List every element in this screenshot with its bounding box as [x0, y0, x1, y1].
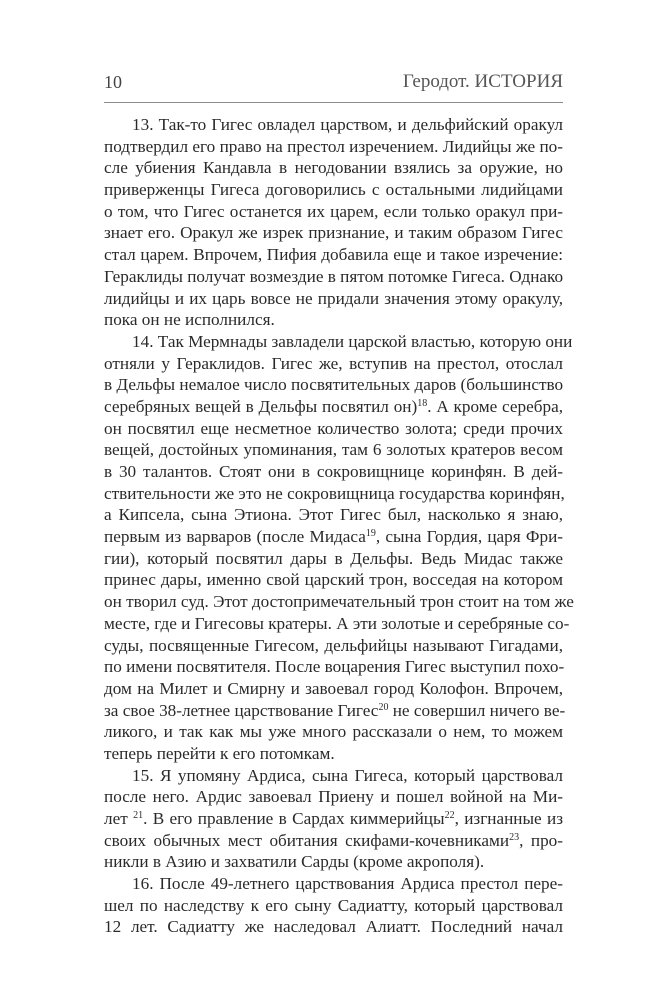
text-line — [104, 635, 563, 657]
text-line — [104, 613, 570, 635]
text-segment: не совершил ничего ве- — [388, 700, 566, 720]
text-segment: 12 лет. Садиатту же наследовал Алиатт. Последний начал — [104, 917, 563, 937]
text-segment: ствительности же это не сокровищница государства коринфян, — [104, 483, 565, 503]
text-line — [104, 656, 563, 678]
text-segment: Я упомяну Ардиса, сына Гигеса, который царствовал — [153, 765, 563, 785]
text-line — [104, 396, 563, 418]
text-line — [104, 808, 563, 830]
section-number: 15. — [132, 765, 154, 785]
text-line — [104, 873, 563, 895]
text-segment: своих обычных мест обитания скифами-кочевниками — [104, 830, 510, 850]
paragraph-15 — [104, 765, 563, 873]
text-segment: знает его. Оракул же изрек признание, и таким образом Гигес — [104, 223, 563, 243]
paragraph-16 — [104, 873, 563, 938]
text-segment: . А кроме серебра, — [427, 396, 563, 416]
text-segment: суды, посвященные Гигесом, дельфийцы называют Гигадами, — [104, 635, 563, 655]
text-segment: лидийцы и их царь вовсе не придали значения этому оракулу, — [104, 288, 563, 308]
text-line — [104, 222, 563, 244]
running-title: Геродот. ИСТОРИЯ — [402, 71, 563, 92]
text-segment: в Дельфы немалое число посвятительных даров (большинство — [104, 375, 564, 395]
text-line — [104, 765, 563, 787]
text-segment: первым из варваров (после Мидаса — [104, 527, 366, 547]
text-line — [104, 331, 573, 353]
text-segment: Гераклиды получат возмездие в пятом потомке Гигеса. Однако — [104, 266, 564, 286]
text-segment: за свое 38-летнее царствование Гигес — [104, 700, 379, 720]
text-segment: теперь перейти к его потомкам. — [104, 743, 335, 763]
text-segment: после него. Ардис завоевал Приену и пошел войной на Ми- — [104, 787, 563, 807]
text-segment: гии), который посвятил дары в Дельфы. Ведь Мидас также — [104, 548, 563, 568]
text-line — [104, 786, 563, 808]
text-line — [104, 743, 563, 765]
text-line — [104, 851, 563, 873]
text-line — [104, 374, 563, 396]
body-text — [104, 114, 574, 938]
running-header — [104, 72, 563, 98]
text-segment: месте, где и Гигесовы кратеры. А эти золотые и серебряные со- — [104, 613, 570, 633]
text-line — [104, 830, 563, 852]
text-segment: вещей, достойных упоминания, там 6 золотых кратеров весом — [104, 440, 563, 460]
text-segment: по имени посвятителя. После воцарения Гигес выступил похо- — [104, 657, 565, 677]
text-line — [104, 244, 563, 266]
text-segment: ликого, и так как мы уже много рассказали о нем, то можем — [104, 722, 563, 742]
text-segment: о том, что Гигес останется их царем, если только оракул при- — [104, 201, 563, 221]
text-line — [104, 700, 566, 722]
text-segment: Так Мермнады завладели царской властью, которую они — [153, 331, 573, 351]
text-segment: . В его правление в Сардах киммерийцы — [143, 809, 445, 828]
text-segment: стал царем. Впрочем, Пифия добавила еще и такое изречение: — [104, 245, 563, 265]
text-segment: никли в Азию и захватили Сарды (кроме акрополя). — [104, 852, 485, 872]
text-line — [104, 136, 563, 158]
text-line — [104, 461, 563, 483]
text-segment: отняли у Гераклидов. Гигес же, вступив на престол, отослал — [104, 353, 563, 373]
text-segment: Так-то Гигес овладел царством, и дельфийский оракул — [153, 115, 563, 134]
section-number: 16. — [132, 874, 154, 894]
text-line — [104, 288, 563, 310]
footnote-ref: 19 — [365, 528, 376, 540]
footnote-ref: 22 — [444, 810, 455, 821]
page-number: 10 — [104, 72, 122, 92]
text-line — [104, 179, 563, 201]
text-line — [104, 309, 563, 331]
text-line — [104, 526, 563, 548]
text-line — [104, 895, 563, 917]
text-line — [104, 548, 563, 570]
text-line — [104, 353, 563, 375]
text-segment: подтвердил его право на престол изречением. Лидийцы же по- — [104, 136, 563, 156]
text-segment: приверженцы Гигеса договорились с остальными лидийцами — [104, 180, 563, 200]
text-line — [104, 504, 563, 526]
text-segment: в 30 талантов. Стоят они в сокровищнице коринфян. В дей- — [104, 462, 563, 481]
text-line — [104, 266, 563, 288]
text-segment: , про- — [519, 830, 563, 850]
text-segment: серебряных вещей в Дельфы посвятил он) — [104, 396, 418, 416]
paragraph-13 — [104, 114, 563, 331]
footnote-ref: 18 — [417, 397, 428, 409]
text-segment: он посвятил еще несметное количество золота; среди прочих — [104, 418, 563, 438]
text-segment: лет — [104, 809, 134, 828]
text-line — [104, 201, 563, 223]
text-line — [104, 721, 563, 743]
section-number: 13. — [132, 115, 154, 134]
footnote-ref: 20 — [378, 701, 389, 713]
text-segment: дом на Милет и Смирну и завоевал город Колофон. Впрочем, — [104, 678, 563, 698]
text-line — [104, 591, 574, 613]
text-segment: , изгнанные из — [454, 809, 563, 828]
text-line — [104, 916, 563, 938]
header-rule — [104, 102, 563, 103]
text-line — [104, 114, 563, 136]
text-line — [104, 418, 563, 440]
text-line — [104, 157, 563, 179]
text-segment: шел по наследству к его сыну Садиатту, который царствовал — [104, 895, 563, 915]
text-segment: сле убиения Кандавла в негодовании взялись за оружие, но — [104, 158, 563, 178]
text-segment: , сына Гордия, царя Фри- — [375, 527, 563, 547]
text-line — [104, 678, 563, 700]
text-line — [104, 439, 563, 461]
footnote-ref: 21 — [133, 810, 144, 821]
text-line — [104, 483, 563, 505]
text-line — [104, 569, 563, 591]
paragraph-14 — [104, 331, 574, 765]
footnote-ref: 23 — [509, 831, 520, 843]
text-segment: пока он не исполнился. — [104, 310, 275, 330]
section-number: 14. — [132, 331, 154, 351]
text-segment: После 49-летнего царствования Ардиса престол пере- — [153, 874, 563, 894]
text-segment: а Кипсела, сына Этиона. Этот Гигес был, насколько я знаю, — [104, 505, 563, 525]
text-segment: он творил суд. Этот достопримечательный трон стоит на том же — [104, 592, 574, 612]
text-segment: принес дары, именно свой царский трон, восседая на котором — [104, 570, 563, 590]
